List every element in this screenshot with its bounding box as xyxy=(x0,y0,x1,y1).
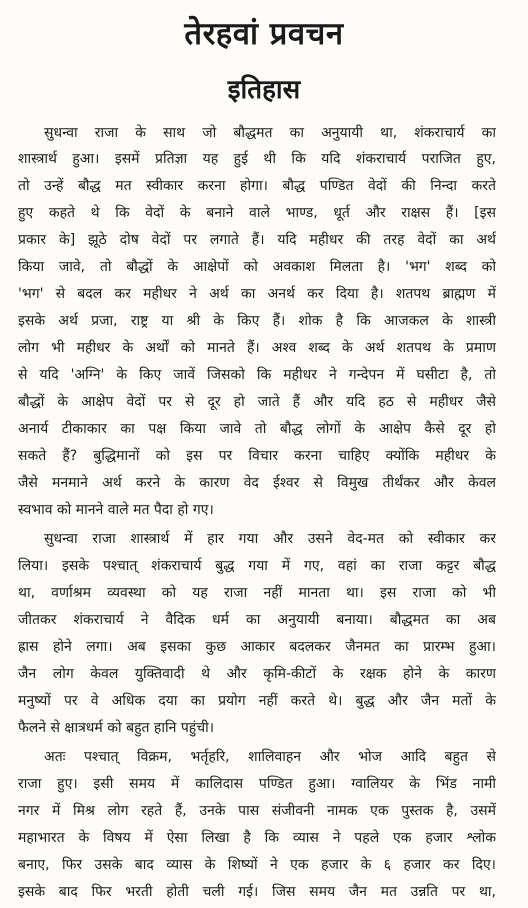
text-line: तो उन्हें बौद्ध मत स्वीकार करना होगा। बौद्ध पण्डित वेदों की निन्दा करते xyxy=(18,178,496,194)
text-line: राजा हुए। इसी समय में कालिदास पण्डित हुआ। ग्वालियर के भिंड नामी xyxy=(18,776,496,792)
text-line: स्वभाव को मानने वाले मत पैदा हो गए। xyxy=(18,502,214,518)
text-line: था, वर्णाश्रम व्यवस्था को यह राजा नहीं मानता था। इस राजा को भी xyxy=(18,585,496,601)
text-line: जीतकर शंकराचार्य ने वैदिक धर्म का अनुयायी बनाया। बौद्धमत का अब xyxy=(18,612,496,628)
text-line: अतः पश्चात् विक्रम, भर्तृहरि, शालिवाहन और भोज आदि बहुत से xyxy=(44,749,496,765)
text-line: सुधन्वा राजा के साथ जो बौद्धमत का अनुयायी था, शंकराचार्य का xyxy=(44,125,496,141)
text-line: सुधन्वा राजा शास्त्रार्थ में हार गया और उसने वेद-मत को स्वीकार कर xyxy=(44,531,496,547)
text-line: फैलने से क्षात्रधर्म को बहुत हानि पहुंची। xyxy=(18,720,215,736)
text-line: अनार्य टीकाकार का पक्ष किया जावे तो बौद्ध लोगों के आक्षेप कैसे दूर हो xyxy=(18,421,496,437)
text-line: ह्रास होने लगा। अब इसका कुछ आकार बदलकर जैनमत का प्रारम्भ हुआ। xyxy=(18,639,496,655)
text-line: इसके अर्थ प्रजा, राष्ट्र या श्री के किए हैं। शोक है कि आजकल के शास्त्री xyxy=(18,313,496,329)
text-line: लोग भी महीधर के अर्थों को मानते हैं। अश्व शब्द के अर्थ शतपथ के प्रमाण xyxy=(18,340,496,356)
text-line: बौद्धों के आक्षेप वेदों पर से दूर हो जाते हैं और यदि हठ से महीधर जैसे xyxy=(18,394,496,410)
text-line: 'भग' से बदल कर महीधर ने अर्थ का अनर्थ कर दिया है। शतपथ ब्राह्मण में xyxy=(18,286,496,302)
text-line: लिया। इसके पश्चात् शंकराचार्य बुद्ध गया में गए, वहां का राजा कट्टर बौद्ध xyxy=(18,558,496,574)
text-line: जैन लोग केवल युक्तिवादी थे और कृमि-कीटों के रक्षक होने के कारण xyxy=(18,666,496,682)
text-line: से यदि 'अग्नि' के किए जावें जिसको कि महीधर ने गन्देपन में घसीटा है, तो xyxy=(18,367,496,383)
text-line: महाभारत के विषय में ऐसा लिखा है कि व्यास ने पहले एक हजार श्लोक xyxy=(18,830,496,846)
text-line: बनाए, फिर उसके बाद व्यास के शिष्यों ने एक हजार के ६ हजार कर दिए। xyxy=(18,857,496,873)
section-title: इतिहास xyxy=(227,75,301,105)
text-line: इसके बाद फिर भरती होती चली गई। जिस समय जैन मत उन्नति पर था, xyxy=(18,884,496,900)
text-line: मनुष्यों पर वे अधिक दया का प्रयोग नहीं करते थे। बुद्ध और जैन मतों के xyxy=(18,693,496,709)
text-line: जैसे मनमाने अर्थ करने के कारण वेद ईश्वर से विमुख तीर्थंकर और केवल xyxy=(18,475,496,491)
text-line: नगर में मिश्र लोग रहते हैं, उनके पास संजीवनी नामक एक पुस्तक है, उसमें xyxy=(18,803,496,819)
text-line: सकते हैं? बुद्धिमानों को इस पर विचार करना चाहिए क्योंकि महीधर के xyxy=(18,448,496,464)
text-line: किया जावे, तो बौद्धों के आक्षेपों को अवकाश मिलता है। 'भग' शब्द को xyxy=(18,259,496,275)
chapter-title: तेरहवां प्रवचन xyxy=(184,16,344,52)
text-line: प्रकार के] झूठे दोष वेदों पर लगाते हैं। यदि महीधर की तरह वेदों का अर्थ xyxy=(18,232,496,248)
text-line: हुए कहते थे कि वेदों के बनाने वाले भाण्ड, धूर्त और राक्षस हैं। [इस xyxy=(18,205,496,221)
text-line: शास्त्रार्थ हुआ। इसमें प्रतिज्ञा यह हुई थी कि यदि शंकराचार्य पराजित हुए, xyxy=(18,151,496,167)
